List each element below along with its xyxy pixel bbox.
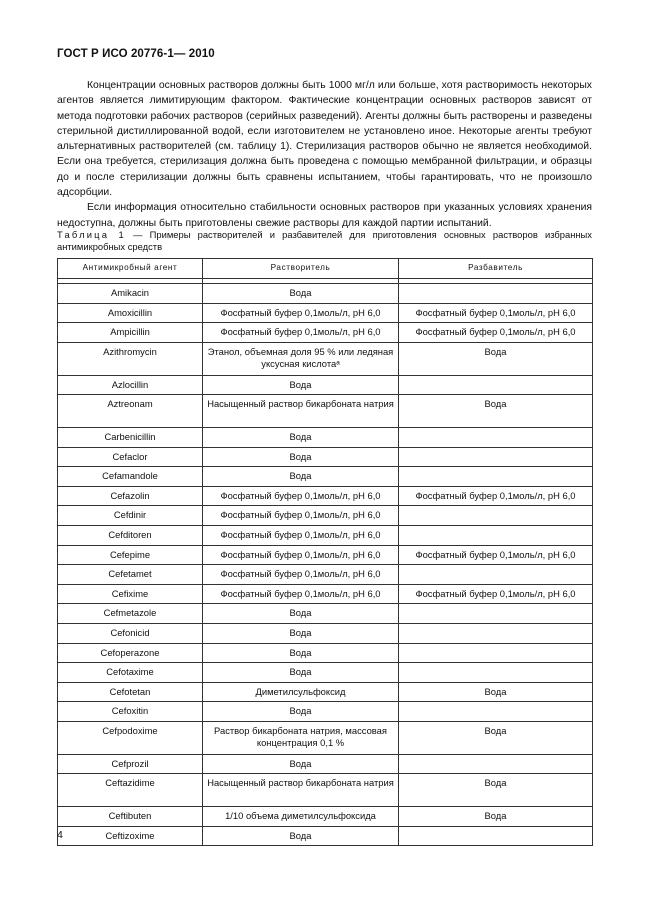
- solvent-cell: Вода: [203, 604, 399, 624]
- agent-cell: Cefixime: [58, 584, 203, 604]
- diluent-cell: [399, 284, 593, 304]
- table-caption-label: Таблица 1: [57, 229, 126, 240]
- paragraph: Если информация относительно стабильности основных растворов при указанных условиях хранения недоступна, должны быть приготовлены свежие растворы для каждой партии испытаний.: [57, 202, 592, 229]
- table-row: [58, 826, 593, 846]
- diluent-cell: [399, 506, 593, 526]
- table-row: [58, 375, 593, 395]
- diluent-cell: [399, 447, 593, 467]
- table-row: [58, 303, 593, 323]
- table-row: [58, 663, 593, 683]
- diluent-cell: Фосфатный буфер 0,1моль/л, pH 6,0: [399, 545, 593, 565]
- body-text: [57, 78, 592, 231]
- diluent-cell: Вода: [399, 682, 593, 702]
- agent-cell: Cefotetan: [58, 682, 203, 702]
- solvent-cell: Этанол, объемная доля 95 % или ледяная уксусная кислотаᵃ: [203, 342, 399, 375]
- solvent-cell: Вода: [203, 284, 399, 304]
- diluent-cell: Фосфатный буфер 0,1моль/л, pH 6,0: [399, 584, 593, 604]
- diluent-cell: Вода: [399, 807, 593, 827]
- agent-cell: Cefditoren: [58, 525, 203, 545]
- solvent-cell: Диметилсульфоксид: [203, 682, 399, 702]
- agent-cell: Cefonicid: [58, 623, 203, 643]
- paragraph: Концентрации основных растворов должны быть 1000 мг/л или больше, хотя растворимость некоторых агентов является лимитирующим фактором. Фактические концентрации основных растворов зависят от метода подготовки рабочих растворов (серийных разведений). Агенты должны быть растворены и разведены стерильной дистиллированной водой, если изготовителем не установлено иное. Некоторые агенты требуют альтернативных растворителей (см. таблицу 1). Стерилизация растворов обычно не является необходимой. Если она требуется, стерилизация должна быть проведена с помощью мембранной фильтрации, и образцы до и после стерилизации должны быть сравнены испытанием, чтобы гарантировать, что не произошло адсорбции.: [57, 80, 592, 199]
- diluent-cell: Фосфатный буфер 0,1моль/л, pH 6,0: [399, 323, 593, 343]
- agent-cell: Cefoxitin: [58, 702, 203, 722]
- agent-cell: Amoxicillin: [58, 303, 203, 323]
- table-row: [58, 506, 593, 526]
- agent-cell: Cefazolin: [58, 486, 203, 506]
- table-row: [58, 702, 593, 722]
- solvent-cell: Вода: [203, 375, 399, 395]
- agent-cell: Azithromycin: [58, 342, 203, 375]
- solvent-cell: Вода: [203, 643, 399, 663]
- table-row: [58, 467, 593, 487]
- agent-cell: Ceftibuten: [58, 807, 203, 827]
- solvent-cell: Вода: [203, 826, 399, 846]
- agent-cell: Cefetamet: [58, 565, 203, 585]
- table-row: [58, 721, 593, 754]
- diluent-cell: Фосфатный буфер 0,1моль/л, pH 6,0: [399, 303, 593, 323]
- table-row: [58, 427, 593, 447]
- agent-cell: Ampicillin: [58, 323, 203, 343]
- agent-cell: Cefdinir: [58, 506, 203, 526]
- agent-cell: Ceftizoxime: [58, 826, 203, 846]
- solvent-cell: Фосфатный буфер 0,1моль/л, pH 6,0: [203, 584, 399, 604]
- agent-cell: Amikacin: [58, 284, 203, 304]
- agent-cell: Ceftazidime: [58, 774, 203, 807]
- solvent-cell: Фосфатный буфер 0,1моль/л, pH 6,0: [203, 565, 399, 585]
- solvent-cell: Вода: [203, 467, 399, 487]
- diluent-cell: [399, 565, 593, 585]
- solvent-cell: 1/10 объема диметилсульфоксида: [203, 807, 399, 827]
- diluent-cell: [399, 525, 593, 545]
- diluent-cell: [399, 663, 593, 683]
- solvent-cell: Фосфатный буфер 0,1моль/л, pH 6,0: [203, 545, 399, 565]
- table-row: [58, 284, 593, 304]
- table-row: [58, 545, 593, 565]
- solvent-cell: Вода: [203, 447, 399, 467]
- agent-cell: Cefpodoxime: [58, 721, 203, 754]
- solvent-cell: Фосфатный буфер 0,1моль/л, pH 6,0: [203, 303, 399, 323]
- table-header-row: [58, 259, 593, 279]
- solvent-cell: Фосфатный буфер 0,1моль/л, pH 6,0: [203, 506, 399, 526]
- agent-cell: Carbenicillin: [58, 427, 203, 447]
- solvent-cell: Насыщенный раствор бикарбоната натрия: [203, 774, 399, 807]
- table-row: [58, 342, 593, 375]
- agent-cell: Azlocillin: [58, 375, 203, 395]
- agent-cell: Cefamandole: [58, 467, 203, 487]
- table-row: [58, 525, 593, 545]
- agent-cell: Cefprozil: [58, 754, 203, 774]
- solvent-cell: Вода: [203, 427, 399, 447]
- diluent-cell: [399, 604, 593, 624]
- agent-cell: Cefoperazone: [58, 643, 203, 663]
- table-row: [58, 807, 593, 827]
- header-diluent: Разбавитель: [399, 259, 593, 279]
- diluent-cell: [399, 702, 593, 722]
- table-row: [58, 565, 593, 585]
- solvent-cell: Вода: [203, 754, 399, 774]
- agent-cell: Aztreonam: [58, 395, 203, 428]
- diluent-cell: Вода: [399, 342, 593, 375]
- page-number: 4: [57, 829, 63, 841]
- solvent-cell: Фосфатный буфер 0,1моль/л, pH 6,0: [203, 323, 399, 343]
- table-body: [58, 279, 593, 846]
- header-agent: Антимикробный агент: [58, 259, 203, 279]
- solvent-cell: Вода: [203, 663, 399, 683]
- diluent-cell: Вода: [399, 395, 593, 428]
- solvent-cell: Раствор бикарбоната натрия, массовая концентрация 0,1 %: [203, 721, 399, 754]
- diluent-cell: [399, 826, 593, 846]
- table-row: [58, 584, 593, 604]
- table-row: [58, 774, 593, 807]
- table-row: [58, 395, 593, 428]
- solvent-cell: Вода: [203, 702, 399, 722]
- table-caption-text: — Примеры растворителей и разбавителей для приготовления основных растворов избранных антимикробных средств: [57, 229, 592, 252]
- diluent-cell: Вода: [399, 721, 593, 754]
- table-row: [58, 604, 593, 624]
- diluent-cell: [399, 643, 593, 663]
- diluent-cell: [399, 623, 593, 643]
- agent-cell: Cefmetazole: [58, 604, 203, 624]
- header-solvent: Растворитель: [203, 259, 399, 279]
- table-row: [58, 486, 593, 506]
- table-caption: [57, 229, 592, 253]
- diluent-cell: Фосфатный буфер 0,1моль/л, pH 6,0: [399, 486, 593, 506]
- agent-cell: Cefepime: [58, 545, 203, 565]
- agents-table: [57, 258, 593, 846]
- table-row: [58, 447, 593, 467]
- solvent-cell: Вода: [203, 623, 399, 643]
- document-header: ГОСТ Р ИСО 20776-1— 2010: [57, 48, 215, 60]
- diluent-cell: [399, 375, 593, 395]
- table-row: [58, 323, 593, 343]
- diluent-cell: Вода: [399, 774, 593, 807]
- diluent-cell: [399, 427, 593, 447]
- diluent-cell: [399, 467, 593, 487]
- solvent-cell: Насыщенный раствор бикарбоната натрия: [203, 395, 399, 428]
- agent-cell: Cefaclor: [58, 447, 203, 467]
- table-row: [58, 643, 593, 663]
- agent-cell: Cefotaxime: [58, 663, 203, 683]
- table-row: [58, 682, 593, 702]
- solvent-cell: Фосфатный буфер 0,1моль/л, pH 6,0: [203, 525, 399, 545]
- table-row: [58, 754, 593, 774]
- solvent-cell: Фосфатный буфер 0,1моль/л, pH 6,0: [203, 486, 399, 506]
- table-row: [58, 623, 593, 643]
- diluent-cell: [399, 754, 593, 774]
